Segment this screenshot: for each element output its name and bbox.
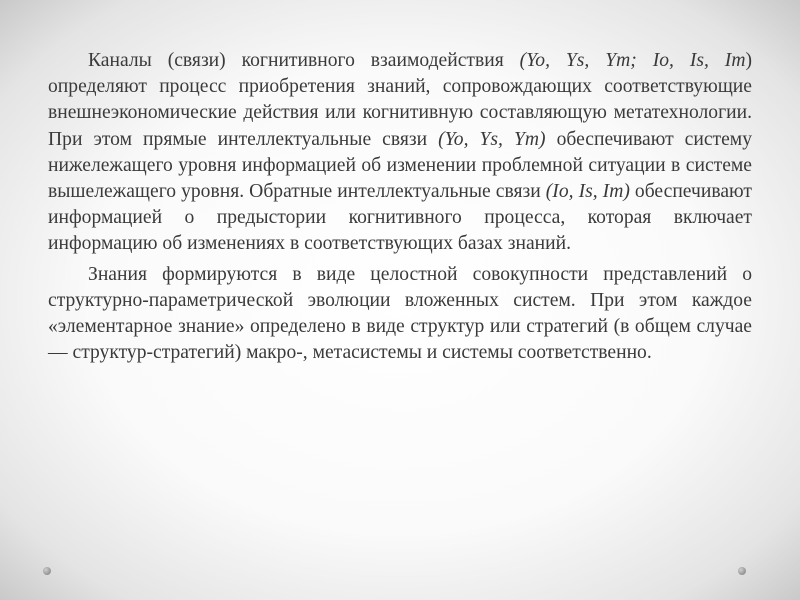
text-run: обеспечивают информацией о предыстории когнитивного процесса, которая включает информацию об изменениях в соответствующих базах знаний. — [48, 181, 752, 255]
slide-body — [48, 48, 752, 366]
text-run: ) определяют процесс приобретения знаний, сопровождающих соответствующие внешнеэкономические действия или когнитивную составляющую метатехнологии. При этом прямые интеллектуальные связи — [48, 50, 752, 150]
paragraph-2: Знания формируются в виде целостной совокупности представлений о структурно-параметрической эволюции вложенных систем. При этом каждое «элементарное знание» определено в виде структур или стратегий (в общем случае — структур-стратегий) макро-, метасистемы и системы соответственно. — [48, 263, 752, 364]
italic-run: (Yo, Ys, Ym) — [438, 128, 546, 150]
bullet-dot-left-icon — [43, 567, 51, 575]
italic-run: (Io, Is, Im) — [545, 181, 630, 203]
text-run: обеспечивают систему нижележащего уровня информацией об изменении проблемной ситуации в системе вышележащего уровня. Обратные интеллектуальные связи — [48, 128, 753, 203]
paragraph-1 — [48, 48, 752, 258]
italic-run: (Yo, Ys, Ym; Io, Is, Im — [519, 50, 746, 71]
text-run: Каналы (связи) когнитивного взаимодействия — [88, 50, 520, 71]
bullet-dot-right-icon — [738, 567, 746, 575]
